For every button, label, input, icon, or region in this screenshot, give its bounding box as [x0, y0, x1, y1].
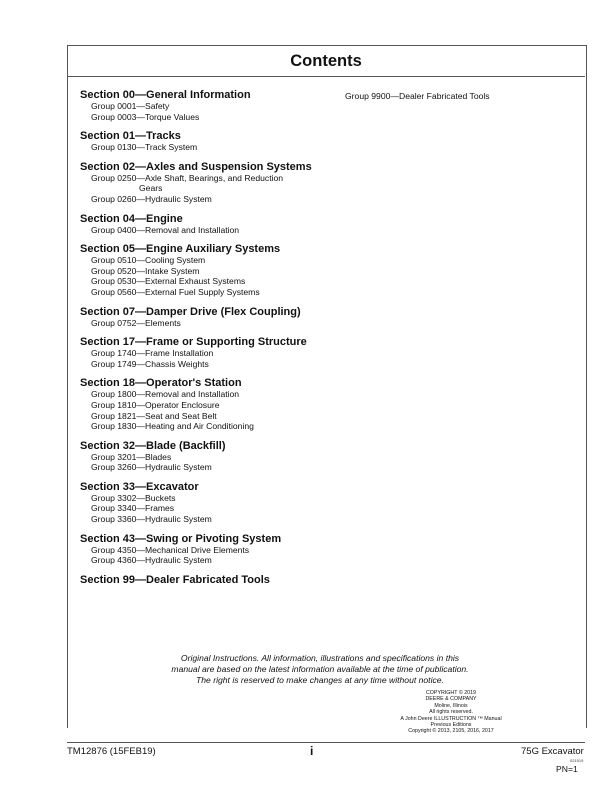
section-heading[interactable]: Section 18—Operator's Station	[80, 377, 242, 390]
copyright-line: All rights reserved.	[429, 709, 473, 716]
section-heading[interactable]: Section 05—Engine Auxiliary Systems	[80, 243, 281, 256]
section-33	[80, 481, 340, 525]
group-entry[interactable]: Group 1800—Removal and Installation	[91, 389, 240, 400]
page-title: Contents	[290, 52, 362, 70]
section-07	[80, 306, 340, 329]
group-entry[interactable]: Group 1749—Chassis Weights	[91, 358, 209, 369]
section-04	[80, 213, 340, 236]
section-heading[interactable]: Section 17—Frame or Supporting Structure	[80, 336, 307, 349]
section-05	[80, 243, 340, 297]
footer-pn: PN=1	[556, 764, 578, 774]
group-entry[interactable]: Group 1810—Operator Enclosure	[91, 399, 220, 410]
copyright-line: A John Deere ILLUSTRUCTION ™ Manual	[400, 715, 502, 722]
group-entry[interactable]: Group 4360—Hydraulic System	[91, 555, 212, 566]
section-02	[80, 161, 340, 205]
copyright-block	[388, 690, 514, 735]
group-entry[interactable]: Group 3302—Buckets	[91, 492, 176, 503]
copyright-line: Previous Editions	[430, 722, 472, 729]
section-heading[interactable]: Section 07—Damper Drive (Flex Coupling)	[80, 305, 301, 318]
footer-doc-id: TM12876 (15FEB19)	[67, 746, 156, 757]
group-entry[interactable]: Group 0530—External Exhaust Systems	[91, 276, 246, 287]
group-entry[interactable]: Group 4350—Mechanical Drive Elements	[91, 544, 250, 555]
group-entry[interactable]: Group 3260—Hydraulic System	[91, 462, 212, 473]
section-17	[80, 336, 340, 369]
footer-model: 75G Excavator	[521, 746, 584, 757]
section-heading[interactable]: Section 00—General Information	[80, 89, 251, 101]
section-00	[80, 89, 340, 122]
group-entry[interactable]: Group 0560—External Fuel Supply Systems	[91, 286, 260, 297]
section-43	[80, 533, 340, 566]
group-entry[interactable]: Group 1821—Seat and Seat Belt	[91, 410, 217, 421]
group-entry-continuation: Gears	[139, 183, 163, 194]
group-entry[interactable]: Group 3340—Frames	[91, 503, 175, 514]
group-entry[interactable]: Group 0001—Safety	[91, 101, 170, 111]
group-entry[interactable]: Group 0260—Hydraulic System	[91, 193, 212, 204]
group-entry[interactable]: Group 3201—Blades	[91, 451, 172, 462]
contents-right-column	[345, 91, 575, 102]
group-entry[interactable]: Group 9900—Dealer Fabricated Tools	[345, 91, 490, 101]
section-heading[interactable]: Section 99—Dealer Fabricated Tools	[80, 573, 270, 586]
group-entry[interactable]: Group 0510—Cooling System	[91, 255, 206, 266]
copyright-line: Copyright © 2013, 2105, 2016, 2017	[408, 728, 494, 735]
section-01	[80, 130, 340, 153]
footer-date-code: 021519	[570, 758, 584, 763]
section-heading[interactable]: Section 43—Swing or Pivoting System	[80, 532, 282, 545]
group-entry[interactable]: Group 0400—Removal and Installation	[91, 224, 240, 235]
group-entry[interactable]: Group 0130—Track System	[91, 142, 198, 153]
section-heading[interactable]: Section 01—Tracks	[80, 130, 181, 143]
group-entry[interactable]: Group 0003—Torque Values	[91, 111, 200, 122]
notice-line: The right is reserved to make changes at any time without notice.	[196, 675, 444, 685]
title-bar	[67, 45, 585, 77]
copyright-line: DEERE & COMPANY	[425, 696, 477, 703]
section-heading[interactable]: Section 32—Blade (Backfill)	[80, 439, 226, 452]
notice-line: Original Instructions. All information, illustrations and specifications in this	[180, 653, 460, 663]
group-entry[interactable]: Group 0752—Elements	[91, 317, 181, 328]
footer-divider	[67, 742, 585, 743]
group-entry[interactable]: Group 0520—Intake System	[91, 265, 200, 276]
section-32	[80, 440, 340, 473]
section-heading[interactable]: Section 02—Axles and Suspension Systems	[80, 160, 312, 173]
copyright-line: COPYRIGHT © 2019	[425, 690, 477, 696]
copyright-line: Moline, Illinois	[434, 702, 468, 709]
section-heading[interactable]: Section 04—Engine	[80, 212, 183, 225]
notice-line: manual are based on the latest information available at the time of publication.	[171, 664, 469, 674]
group-entry-text: Group 0250—Axle Shaft, Bearings, and Reduction	[91, 172, 284, 183]
original-instructions-notice	[130, 653, 510, 686]
section-99	[80, 574, 340, 586]
section-18	[80, 377, 340, 431]
contents-left-column	[80, 89, 340, 594]
group-entry[interactable]	[80, 173, 340, 194]
group-entry[interactable]: Group 1830—Heating and Air Conditioning	[91, 421, 254, 432]
group-entry[interactable]: Group 1740—Frame Installation	[91, 348, 214, 359]
footer-page-number: i	[310, 744, 314, 758]
section-heading[interactable]: Section 33—Excavator	[80, 480, 199, 493]
group-entry[interactable]: Group 3360—Hydraulic System	[91, 514, 212, 525]
